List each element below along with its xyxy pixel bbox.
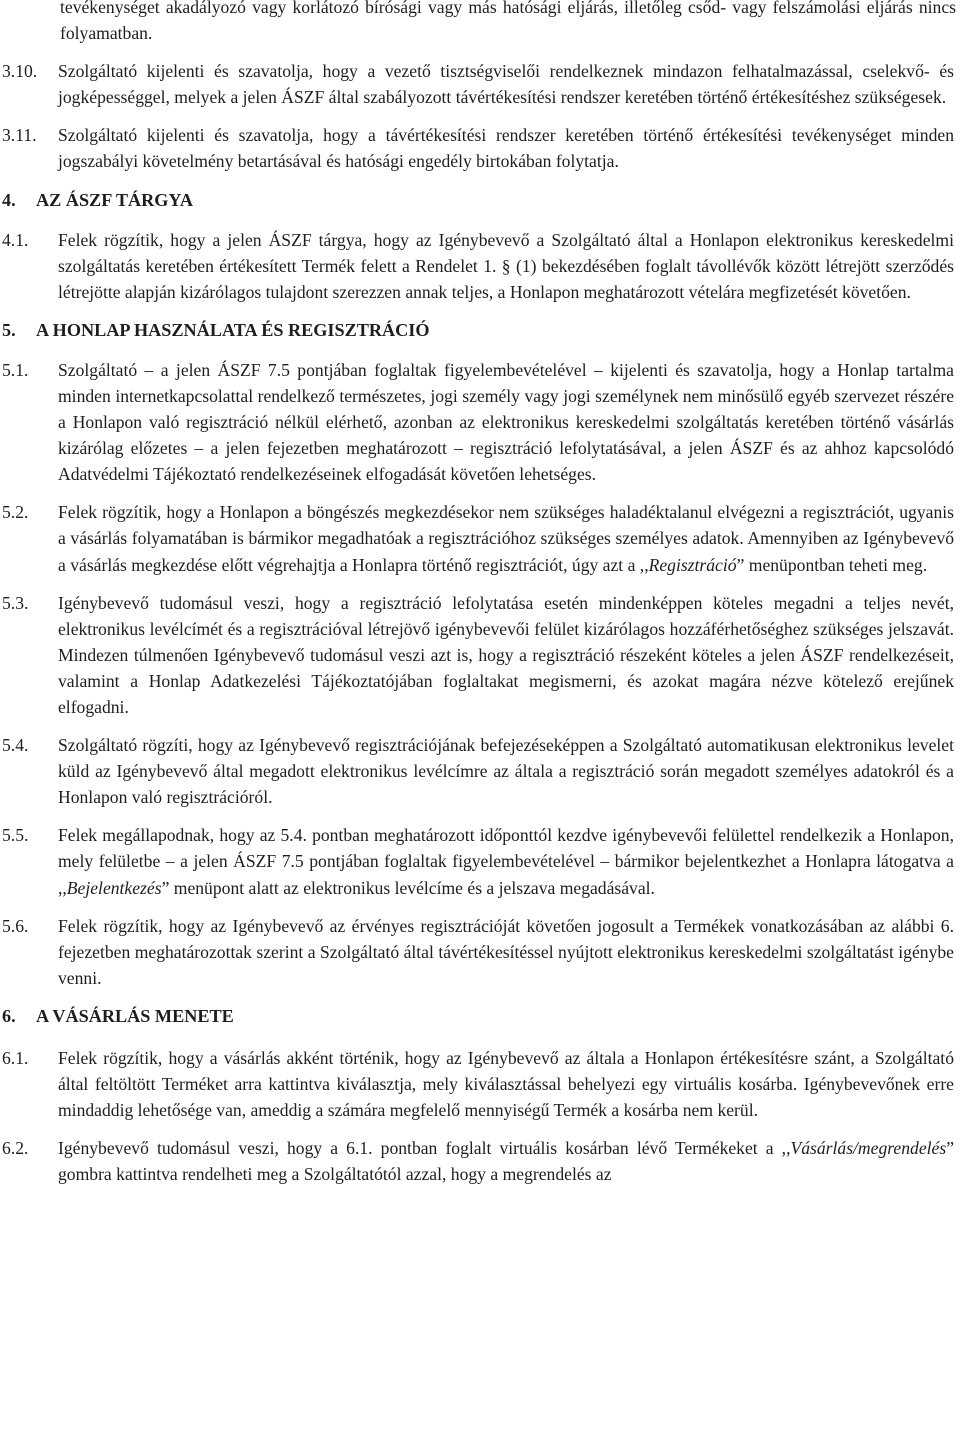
menu-item-reference: Regisztráció xyxy=(648,554,737,575)
intro-paragraph: tevékenységet akadályozó vagy korlátozó bírósági vagy más hatósági eljárás, illetőleg csőd- vagy felszámolási eljárás nincs folyamatban. xyxy=(60,0,956,44)
clause-text: Felek rögzítik, hogy a jelen ÁSZF tárgya, hogy az Igénybevevő a Szolgáltató által a Honlapon elektronikus kereskedelmi szolgáltatás keretében értékesített Termék felett a Rendelet 1. § (1) bekezdésében foglalt távollévők között létrejött szerződés létrejötte alapján kizárólagos tulajdont szerezzen annak teljes, a Honlapon meghatározott vételára megfizetését követően. xyxy=(58,229,954,302)
section-heading-6 xyxy=(0,1003,960,1029)
clause-text: Szolgáltató rögzíti, hogy az Igénybevevő regisztrációjának befejezéseképpen a Szolgáltató automatikusan elektronikus levelet küld az Igénybevevő által megadott elektronikus levélcímre az általa a regisztráció során megadott személyes adatokról és a Honlapon való regisztrációról. xyxy=(58,735,954,808)
clause-number: 3.10. xyxy=(2,61,38,82)
clause-5-4 xyxy=(0,732,960,810)
clause-text xyxy=(58,822,954,900)
clause-5-5 xyxy=(0,822,960,900)
menu-item-reference: Bejelentkezés xyxy=(66,877,162,898)
clause-text: Szolgáltató kijelenti és szavatolja, hogy a vezető tisztségviselői rendelkeznek mindazon felhatalmazással, cselekvő- és jogképességgel, melyek a jelen ÁSZF által szabályozott távértékesítési rendszer keretében történő értékesítéshez szükségesek. xyxy=(58,61,954,108)
clause-number: 5.5. xyxy=(2,825,29,846)
clause-text xyxy=(58,1135,954,1187)
clause-text-part: Igénybevevő tudomásul veszi, hogy a 6.1. pontban foglalt virtuális kosárban lévő Termékeket a ,, xyxy=(58,1138,791,1159)
button-reference: Vásárlás/megrendelés xyxy=(790,1138,947,1159)
section-title: A VÁSÁRLÁS MENETE xyxy=(36,1005,234,1026)
clause-6-2 xyxy=(0,1135,960,1187)
clause-text: Felek rögzítik, hogy az Igénybevevő az érvényes regisztrációját követően jogosult a Termékek vonatkozásában az alábbi 6. fejezetben meghatározottak szerint a Szolgáltató által távértékesítéssel nyújtott elektronikus kereskedelmi szolgáltatást igénybe venni. xyxy=(58,915,954,988)
clause-text: Szolgáltató – a jelen ÁSZF 7.5 pontjában foglaltak figyelembevételével – kijelenti és szavatolja, hogy a Honlap tartalma minden internetkapcsolattal rendelkező természetes, jogi személy vagy jogi személynek nem minősülő egyéb szervezet részére a Honlapon való regisztráció nélkül elérhető, azonban az elektronikus kereskedelmi szolgáltatás keretében történő vásárlás kizárólag előzetes – a jelen fejezetben meghatározott – regisztráció lefolytatásával, a jelen ÁSZF és az ahhoz kapcsolódó Adatvédelmi Tájékoztató rendelkezéseinek elfogadását követően lehetséges. xyxy=(58,359,954,485)
clause-text-part: ” menüpont alatt az elektronikus levélcíme és a jelszava megadásával. xyxy=(161,877,655,898)
section-heading-4 xyxy=(0,187,960,213)
clause-4-1 xyxy=(0,227,960,305)
clause-text xyxy=(58,499,954,577)
section-number: 4. xyxy=(2,189,16,210)
clause-text-part: ” menüpontban teheti meg. xyxy=(736,554,928,575)
clause-text-part: Felek megállapodnak, hogy az 5.4. pontban meghatározott időponttól kezdve igénybevevői felülettel rendelkezik a Honlapon, mely felületbe – a jelen ÁSZF 7.5 pontjában foglaltak figyelembevételével – bármikor bejelentkezhet a Honlapra látogatva a ,, xyxy=(58,825,954,898)
clause-number: 5.6. xyxy=(2,915,29,936)
section-heading-5 xyxy=(0,317,960,343)
clause-text-part: Felek rögzítik, hogy a Honlapon a böngészés megkezdésekor nem szükséges haladéktalanul elvégezni a regisztrációt, ugyanis a vásárlás folyamatában is bármikor megadhatóak a regisztrációhoz szükséges személyes adatok. Amennyiben az Igénybevevő a vásárlás megkezdése előtt végrehajtja a Honlapra történő regisztrációt, úgy azt a ,, xyxy=(58,502,954,575)
clause-text: Igénybevevő tudomásul veszi, hogy a regisztráció lefolytatása esetén mindenképpen köteles megadni a teljes nevét, elektronikus levélcímét és a regisztrációval létrejövő igénybevevői felület kizárólagos hozzáférhetőséghez szükséges jelszavát. Mindezen túlmenően Igénybevevő tudomásul veszi azt is, hogy a regisztráció részeként köteles a jelen ÁSZF rendelkezéseit, valamint a Honlap Adatkezelési Tájékoztatójában foglaltakat megismerni, és azokat magára nézve kötelező erejűnek elfogadni. xyxy=(58,592,954,717)
clause-3-11 xyxy=(0,122,960,174)
clause-number: 6.2. xyxy=(2,1138,29,1159)
clause-text-part: ” gombra kattintva rendelheti meg a Szolgáltatótól azzal, hogy a megrendelés az xyxy=(58,1138,954,1185)
clause-6-1 xyxy=(0,1045,960,1123)
section-number: 6. xyxy=(2,1005,16,1026)
section-title: A HONLAP HASZNÁLATA ÉS REGISZTRÁCIÓ xyxy=(36,319,430,340)
clause-text: Felek rögzítik, hogy a vásárlás akként történik, hogy az Igénybevevő az általa a Honlapon értékesítésre szánt, a Szolgáltató által feltöltött Terméket arra kattintva kiválasztja, mely kiválasztással behelyezi egy virtuális kosárba. Igénybevevőnek erre mindaddig lehetősége van, ameddig a számára megfelelő mennyiségű Termék a kosárba nem kerül. xyxy=(58,1047,954,1121)
clause-number: 4.1. xyxy=(2,229,29,250)
clause-5-6 xyxy=(0,913,960,991)
clause-number: 3.11. xyxy=(2,125,37,146)
clause-text: Szolgáltató kijelenti és szavatolja, hogy a távértékesítési rendszer keretében történő értékesítési tevékenységet minden jogszabályi követelmény betartásával és hatósági engedély birtokában folytatja. xyxy=(58,125,954,172)
clause-5-3 xyxy=(0,590,960,720)
clause-5-2 xyxy=(0,499,960,577)
clause-number: 5.2. xyxy=(2,502,29,523)
clause-number: 6.1. xyxy=(2,1047,29,1068)
clause-number: 5.3. xyxy=(2,592,29,613)
clause-number: 5.4. xyxy=(2,735,29,756)
clause-3-10 xyxy=(0,58,960,110)
clause-5-1 xyxy=(0,357,960,487)
section-number: 5. xyxy=(2,319,16,340)
section-title: AZ ÁSZF TÁRGYA xyxy=(36,189,193,210)
clause-number: 5.1. xyxy=(2,359,29,380)
